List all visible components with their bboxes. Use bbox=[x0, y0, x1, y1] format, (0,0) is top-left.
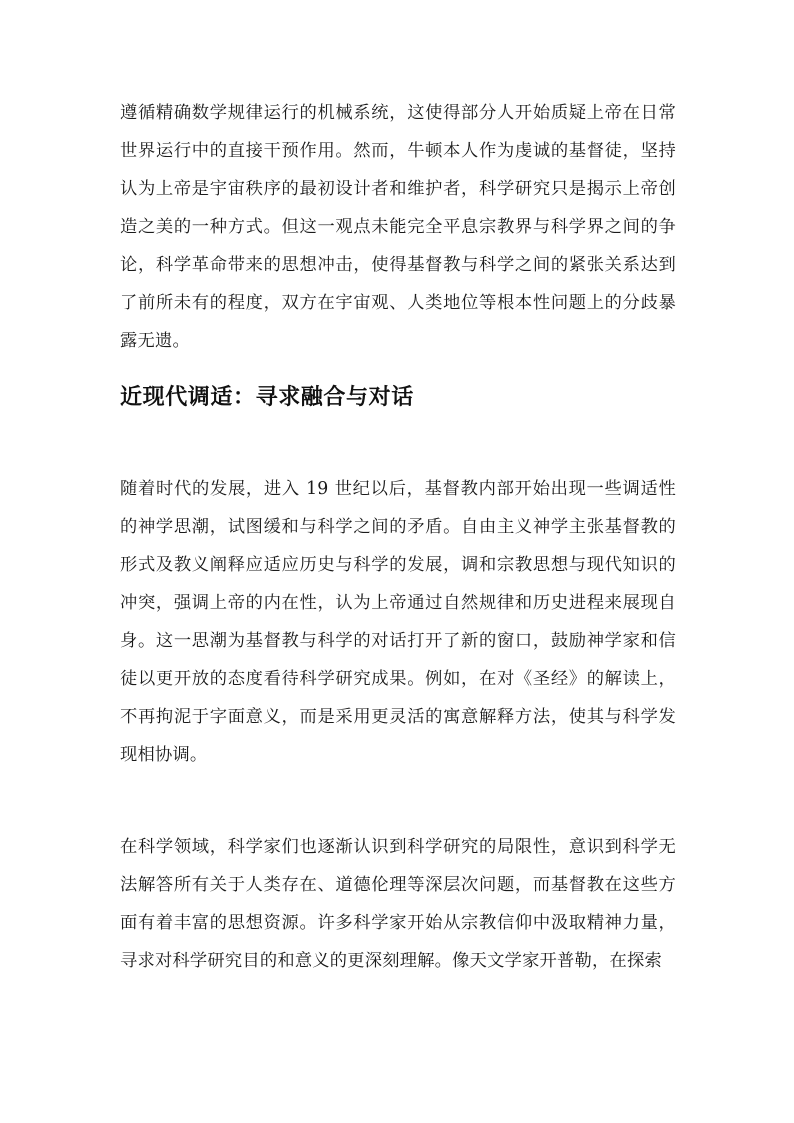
section-heading: 近现代调适：寻求融合与对话 bbox=[120, 384, 414, 410]
body-paragraph-3: 在科学领域，科学家们也逐渐认识到科学研究的局限性，意识到科学无法解答所有关于人类存在、道德伦理等深层次问题，而基督教在这些方面有着丰富的思想资源。许多科学家开始从宗教信仰中汲取精神力量，寻求对科学研究目的和意义的更深刻理解。像天文学家开普勒，在探索 bbox=[120, 837, 676, 971]
body-paragraph-2: 随着时代的发展，进入 19 世纪以后，基督教内部开始出现一些调适性的神学思潮，试图缓和与科学之间的矛盾。自由主义神学主张基督教的形式及教义阐释应适应历史与科学的发展，调和宗教思想与现代知识的冲突，强调上帝的内在性，认为上帝通过自然规律和历史进程来展现自身。这一思潮为基督教与科学的对话打开了新的窗口，鼓励神学家和信徒以更开放的态度看待科学研究成果。例如，在对《圣经》的解读上，不再拘泥于字面意义，而是采用更灵活的寓意解释方法，使其与科学发现相协调。 bbox=[120, 479, 676, 765]
document-page bbox=[120, 94, 676, 980]
body-paragraph-1: 遵循精确数学规律运行的机械系统，这使得部分人开始质疑上帝在日常世界运行中的直接干预作用。然而，牛顿本人作为虔诚的基督徒，坚持认为上帝是宇宙秩序的最初设计者和维护者，科学研究只是揭示上帝创造之美的一种方式。但这一观点未能完全平息宗教界与科学界之间的争论，科学革命带来的思想冲击，使得基督教与科学之间的紧张关系达到了前所未有的程度，双方在宇宙观、人类地位等根本性问题上的分歧暴露无遗。 bbox=[120, 103, 676, 351]
